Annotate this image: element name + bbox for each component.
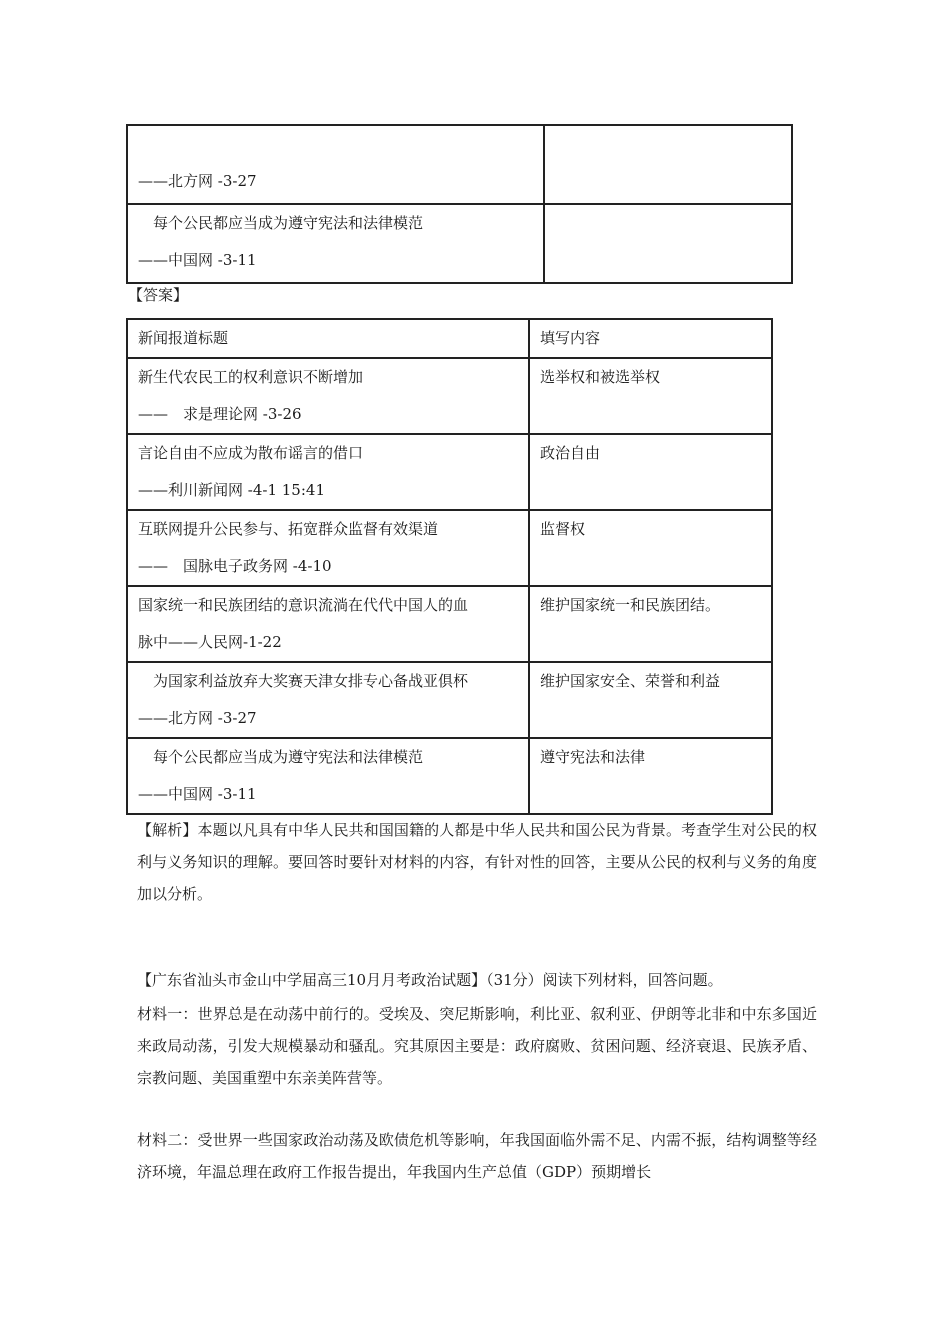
fill-cell (529, 662, 772, 738)
source-line: ——北方网 -3-27 (138, 709, 257, 727)
fill-text: 维护国家统一和民族团结。 (540, 596, 721, 614)
header-title: 新闻报道标题 (138, 329, 229, 347)
header-content: 填写内容 (540, 329, 601, 347)
fill-text: 政治自由 (540, 444, 601, 462)
news-title-cell (127, 434, 529, 510)
table-row (127, 125, 792, 204)
source-line: ——中国网 -3-11 (138, 251, 257, 269)
title-line: 为国家利益放弃大奖赛天津女排专心备战亚俱杯 (138, 672, 469, 690)
table-row (127, 586, 772, 662)
table-row (127, 510, 772, 586)
news-title-cell (127, 510, 529, 586)
fill-cell (529, 738, 772, 814)
title-line: 言论自由不应成为散布谣言的借口 (138, 444, 364, 462)
fill-cell (529, 434, 772, 510)
material-two-paragraph: 材料二：受世界一些国家政治动荡及欧债危机等影响，年我国面临外需不足、内需不振，结构调整等经济环境，年温总理在政府工作报告提出，年我国内生产总值（GDP）预期增长 (137, 1131, 817, 1181)
answer-table (126, 318, 773, 815)
news-title-cell (127, 738, 529, 814)
header-content-cell (529, 319, 772, 358)
fill-cell (544, 125, 792, 204)
fill-cell (529, 586, 772, 662)
table-row (127, 358, 772, 434)
source-line: 脉中——人民网-1-22 (138, 633, 282, 651)
source-line: —— 国脉电子政务网 -4-10 (138, 557, 332, 575)
source-line: —— 求是理论网 -3-26 (138, 405, 302, 423)
top-table (126, 124, 793, 284)
header-title-cell (127, 319, 529, 358)
title-line: 每个公民都应当成为遵守宪法和法律模范 (138, 748, 424, 766)
source-line: ——中国网 -3-11 (138, 785, 257, 803)
table-row (127, 434, 772, 510)
fill-text: 监督权 (540, 520, 586, 538)
news-title-cell (127, 358, 529, 434)
title-line: 国家统一和民族团结的意识流淌在代代中国人的血 (138, 596, 469, 614)
fill-cell (529, 358, 772, 434)
title-line: 新生代农民工的权利意识不断增加 (138, 368, 364, 386)
exam-heading: 【广东省汕头市金山中学届高三10月月考政治试题】（31分）阅读下列材料，回答问题。 (137, 971, 723, 989)
title-line (138, 126, 533, 163)
fill-text: 维护国家安全、荣誉和利益 (540, 672, 721, 690)
news-title-cell (127, 204, 544, 283)
source-line: ——北方网 -3-27 (138, 172, 257, 190)
table-row (127, 738, 772, 814)
table-row (127, 204, 792, 283)
table-header-row (127, 319, 772, 358)
source-line: ——利川新闻网 -4-1 15:41 (138, 481, 325, 499)
news-title-cell (127, 662, 529, 738)
title-line: 每个公民都应当成为遵守宪法和法律模范 (138, 214, 424, 232)
news-title-cell (127, 586, 529, 662)
answer-label: 【答案】 (128, 286, 189, 304)
fill-text: 选举权和被选举权 (540, 368, 661, 386)
analysis-paragraph: 【解析】本题以凡具有中华人民共和国国籍的人都是中华人民共和国公民为背景。考查学生对公民的权利与义务知识的理解。要回答时要针对材料的内容，有针对性的回答，主要从公民的权利与义务的角度加以分析。 (137, 821, 817, 903)
material-one-paragraph: 材料一：世界总是在动荡中前行的。受埃及、突尼斯影响，利比亚、叙利亚、伊朗等北非和中东多国近来政局动荡，引发大规模暴动和骚乱。究其原因主要是：政府腐败、贫困问题、经济衰退、民族矛盾、宗教问题、美国重塑中东亲美阵营等。 (137, 1005, 817, 1087)
fill-cell (544, 204, 792, 283)
title-line: 互联网提升公民参与、拓宽群众监督有效渠道 (138, 520, 439, 538)
table-row (127, 662, 772, 738)
fill-text: 遵守宪法和法律 (540, 748, 646, 766)
fill-cell (529, 510, 772, 586)
news-title-cell (127, 125, 544, 204)
